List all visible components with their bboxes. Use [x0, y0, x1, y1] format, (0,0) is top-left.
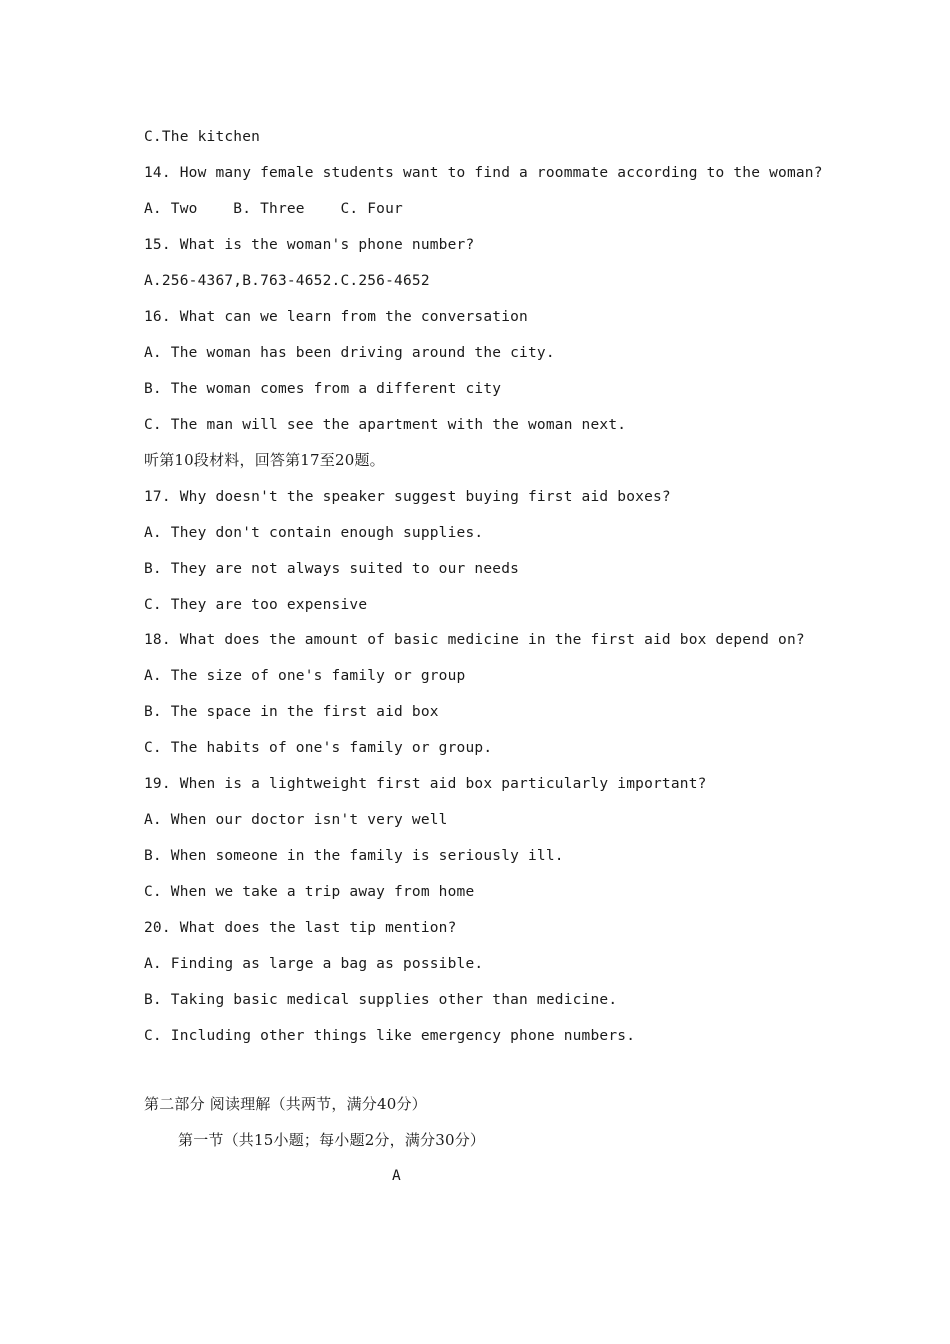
option-17-c: C. They are too expensive [144, 597, 368, 613]
option-17-b: B. They are not always suited to our needs [144, 561, 520, 577]
instruction-line: 听第10段材料，回答第17至20题。 [144, 451, 385, 469]
option-19-c: C. When we take a trip away from home [144, 884, 475, 900]
question-14: 14. How many female students want to find a roommate according to the woman? [144, 165, 823, 181]
option-20-b: B. Taking basic medical supplies other than medicine. [144, 992, 618, 1008]
question-15: 15. What is the woman's phone number? [144, 237, 475, 253]
options-14: A. Two B. Three C. Four [144, 201, 403, 217]
part-title: 第二部分 阅读理解（共两节，满分40分） [144, 1095, 427, 1113]
option-19-a: A. When our doctor isn't very well [144, 812, 448, 828]
text-line: C.The kitchen [144, 129, 261, 145]
question-16: 16. What can we learn from the conversation [144, 309, 528, 325]
option-18-b: B. The space in the first aid box [144, 704, 439, 720]
option-16-c: C. The man will see the apartment with the woman next. [144, 417, 627, 433]
passage-label: A [392, 1168, 401, 1184]
option-16-a: A. The woman has been driving around the city. [144, 345, 555, 361]
options-15: A.256-4367,B.763-4652.C.256-4652 [144, 273, 430, 289]
option-20-c: C. Including other things like emergency phone numbers. [144, 1028, 636, 1044]
question-17: 17. Why doesn't the speaker suggest buying first aid boxes? [144, 489, 671, 505]
subsection-title: 第一节（共15小题；每小题2分，满分30分） [178, 1131, 486, 1149]
option-19-b: B. When someone in the family is seriously ill. [144, 848, 564, 864]
question-20: 20. What does the last tip mention? [144, 920, 457, 936]
option-18-a: A. The size of one's family or group [144, 668, 466, 684]
question-18: 18. What does the amount of basic medicine in the first aid box depend on? [144, 632, 805, 648]
option-18-c: C. The habits of one's family or group. [144, 740, 493, 756]
question-19: 19. When is a lightweight first aid box particularly important? [144, 776, 707, 792]
option-16-b: B. The woman comes from a different city [144, 381, 502, 397]
option-20-a: A. Finding as large a bag as possible. [144, 956, 484, 972]
option-17-a: A. They don't contain enough supplies. [144, 525, 484, 541]
